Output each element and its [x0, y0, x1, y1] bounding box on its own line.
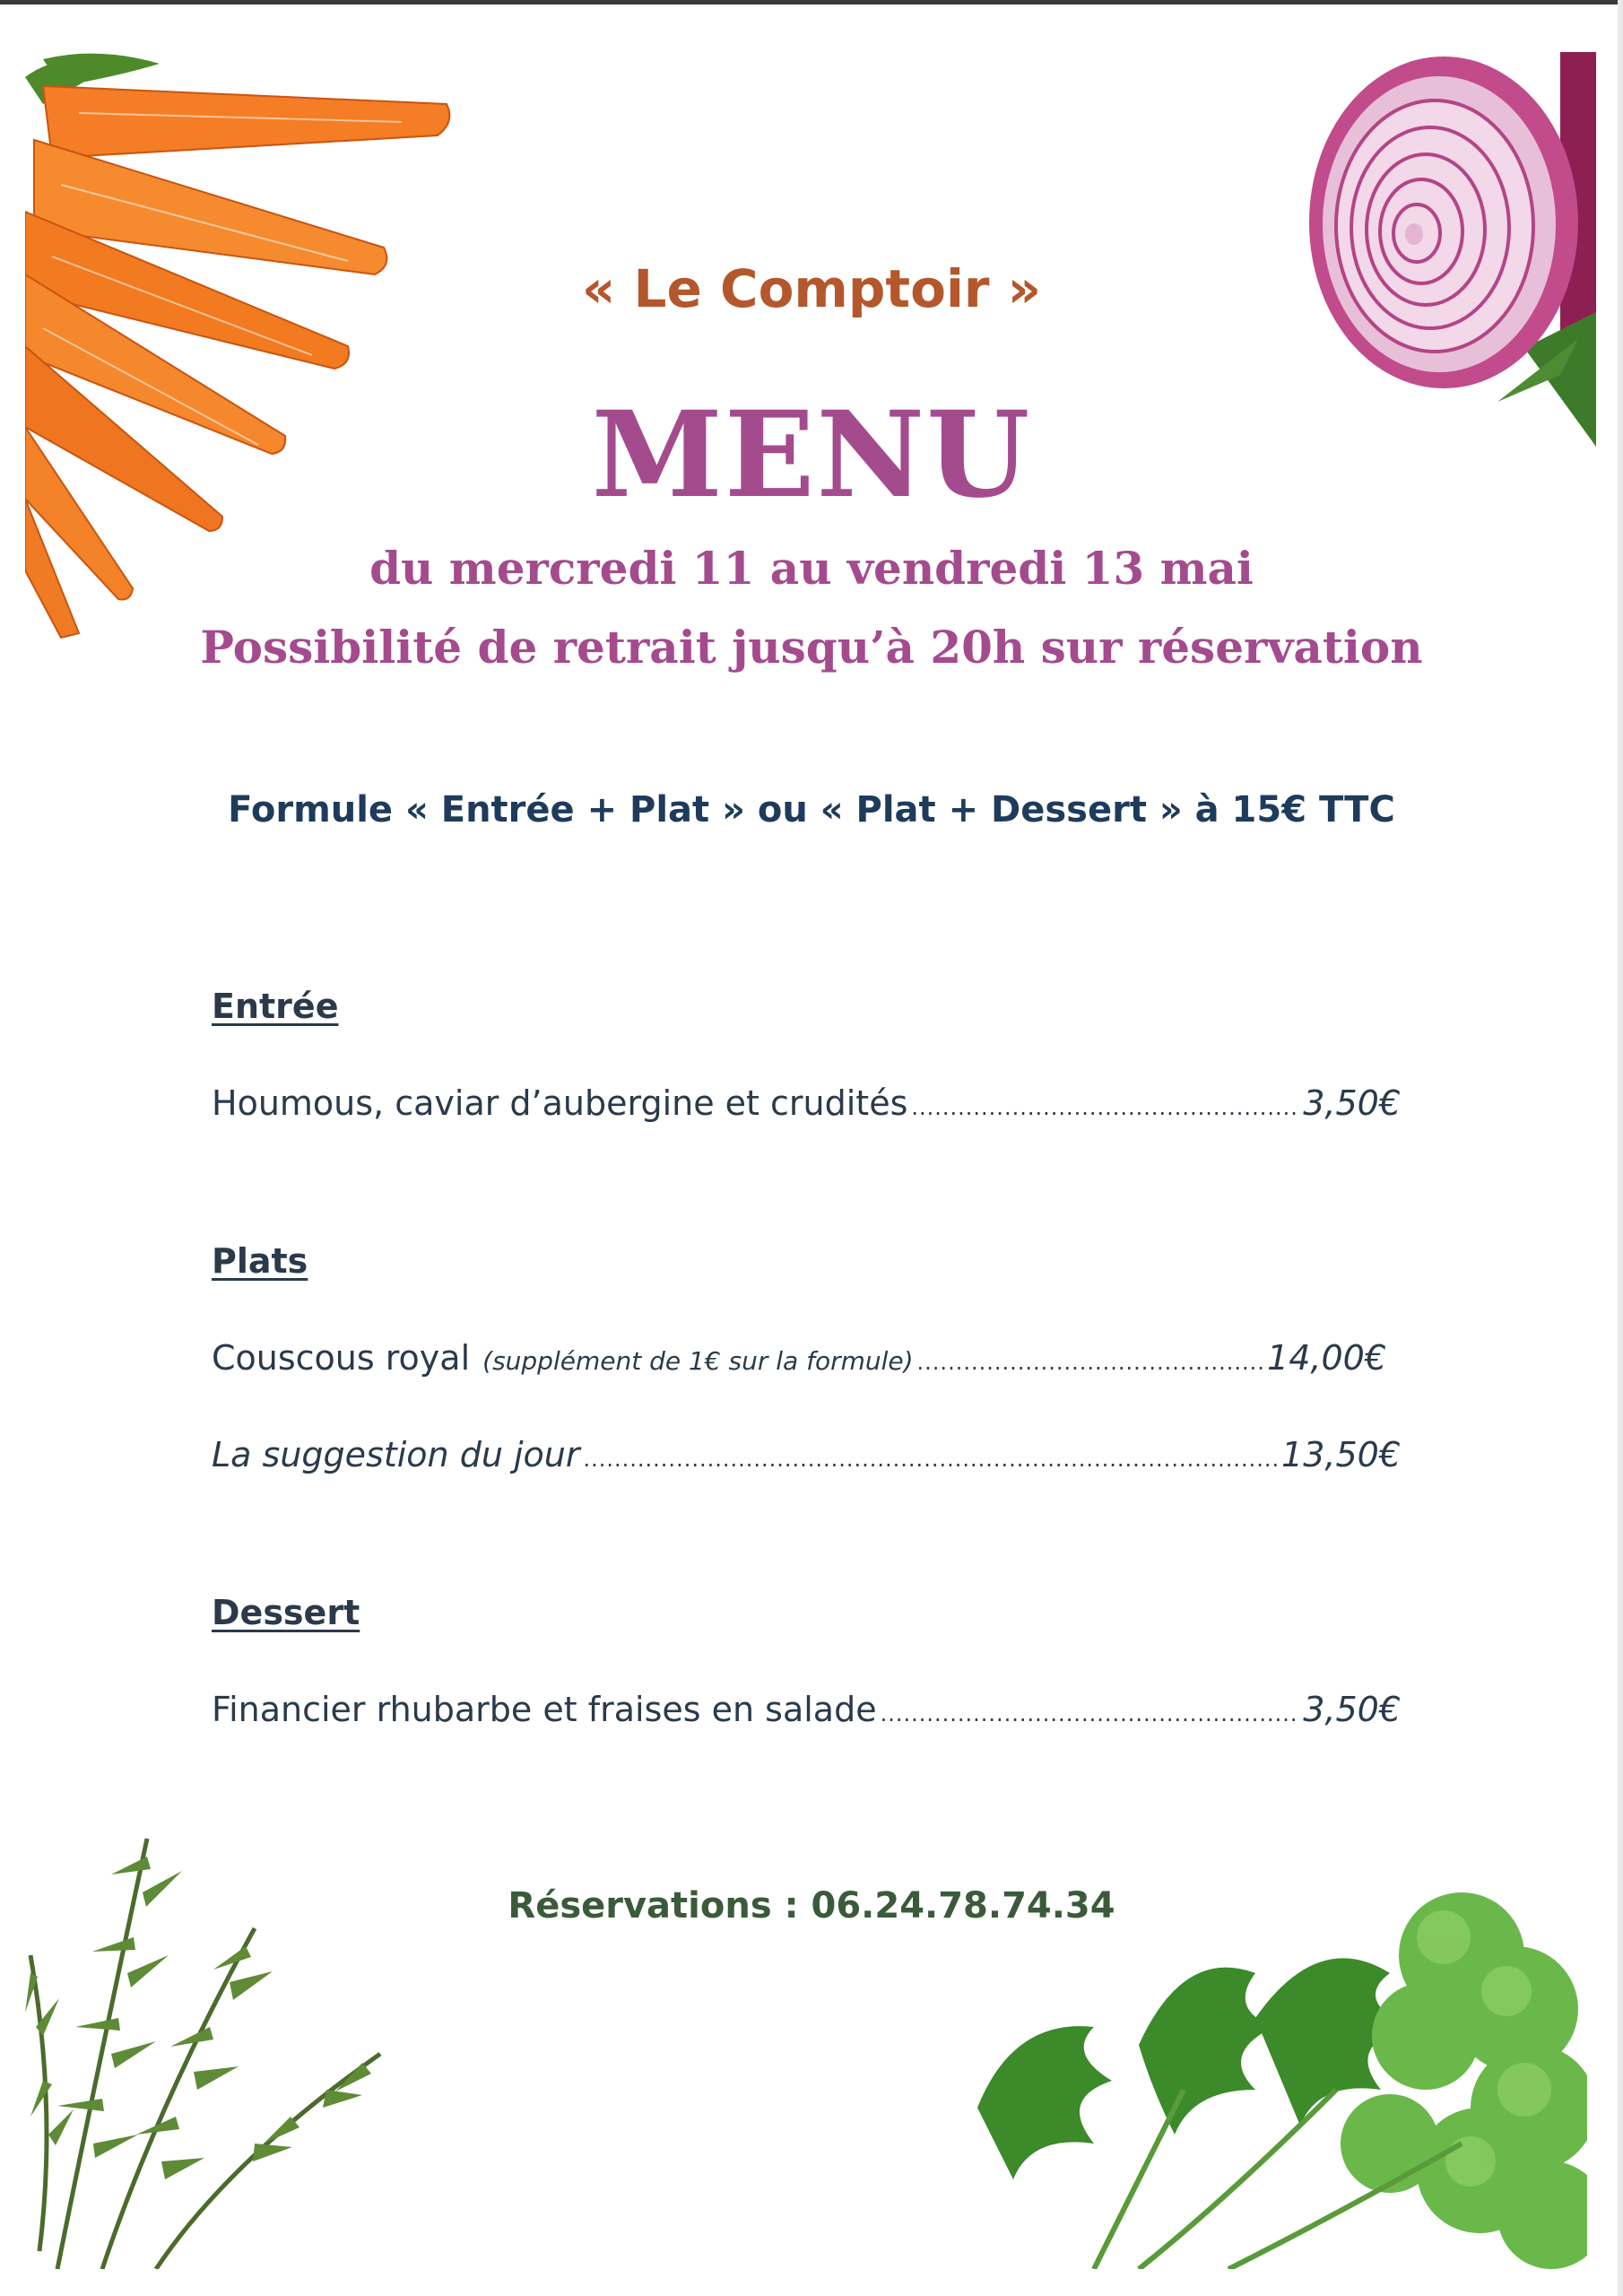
- menu-item-suggestion: [212, 1435, 1401, 1489]
- restaurant-name: « Le Comptoir »: [581, 258, 1042, 319]
- menu-title: MENU: [591, 386, 1032, 525]
- item-price: 3,50€: [1303, 1083, 1401, 1123]
- item-price: 3,50€: [1303, 1690, 1401, 1729]
- scan-right-edge: [1618, 0, 1623, 2296]
- reservations-phone: Réservations : 06.24.78.74.34: [508, 1885, 1115, 1926]
- dot-leader: [584, 1447, 1279, 1472]
- menu-item-couscous: [212, 1338, 1386, 1392]
- item-name: Financier rhubarbe et fraises en salade: [212, 1690, 877, 1729]
- item-price: 13,50€: [1281, 1435, 1401, 1474]
- section-title-dessert: Dessert: [212, 1593, 360, 1632]
- menu-item-financier: [212, 1690, 1401, 1744]
- item-price: 14,00€: [1267, 1338, 1386, 1378]
- menu-dates: du mercredi 11 au vendredi 13 mai: [369, 542, 1254, 595]
- dot-leader: [917, 1350, 1263, 1375]
- dot-leader: [911, 1095, 1299, 1120]
- item-note: (supplément de 1€ sur la formule): [482, 1346, 914, 1376]
- section-title-plats: Plats: [212, 1241, 308, 1281]
- parsley-image: [959, 1874, 1587, 2269]
- item-name: Couscous royal: [212, 1338, 471, 1378]
- formule-offer: Formule « Entrée + Plat » ou « Plat + Dessert » à 15€ TTC: [228, 789, 1395, 831]
- scan-top-edge: [0, 0, 1623, 4]
- pickup-info: Possibilité de retrait jusqu’à 20h sur réservation: [200, 621, 1423, 674]
- item-name: La suggestion du jour: [212, 1435, 580, 1474]
- item-name: Houmous, caviar d’aubergine et crudités: [212, 1083, 908, 1123]
- menu-item-houmous: [212, 1083, 1401, 1137]
- section-title-entree: Entrée: [212, 987, 339, 1026]
- dot-leader: [881, 1701, 1300, 1726]
- rosemary-image: [22, 1821, 398, 2269]
